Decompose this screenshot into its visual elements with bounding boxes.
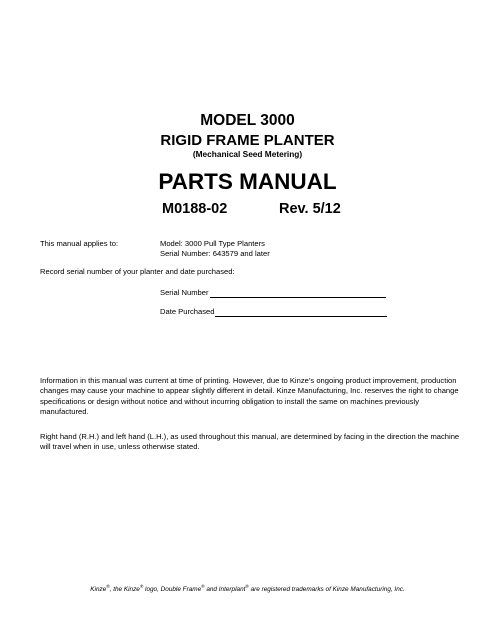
applies-model: Model: 3000 Pull Type Planters bbox=[160, 239, 265, 248]
date-purchased-blank-line bbox=[215, 308, 387, 317]
footer-kinze: Kinze bbox=[90, 586, 107, 593]
metering-subheading: (Mechanical Seed Metering) bbox=[192, 149, 303, 159]
record-instruction: Record serial number of your planter and date purchased: bbox=[40, 267, 235, 276]
revision-label: Rev. 5/12 bbox=[279, 201, 341, 217]
orientation-paragraph: Right hand (R.H.) and left hand (L.H.), as used throughout this manual, are determined by facing in the direction the machine will travel when in use, unless otherwise stated. bbox=[40, 432, 460, 452]
registered-mark: ® bbox=[245, 583, 249, 589]
model-heading: MODEL 3000 bbox=[200, 112, 295, 129]
applies-serial: Serial Number: 643579 and later bbox=[160, 249, 270, 258]
footer-double-frame: logo, Double Frame bbox=[143, 586, 202, 593]
trademark-footer bbox=[0, 585, 495, 594]
serial-number-field bbox=[160, 288, 386, 298]
planter-type-heading: RIGID FRAME PLANTER bbox=[160, 132, 335, 149]
serial-number-label: Serial Number bbox=[160, 288, 209, 297]
registered-mark: ® bbox=[106, 583, 110, 589]
applies-to-label: This manual applies to: bbox=[40, 239, 119, 248]
manual-title: PARTS MANUAL bbox=[158, 169, 337, 194]
disclaimer-paragraph: Information in this manual was current at time of printing. However, due to Kinze’s ongoing product improvement, production changes may cause your machine to appear slightly different in detail. Kinze Manufacturing, Inc. reserves the right to change specifications or design without notice and without incurring obligation to install the same on machines previously manufactured. bbox=[40, 376, 459, 417]
footer-kinze-logo-prefix: , the Kinze bbox=[109, 586, 140, 593]
date-purchased-label: Date Purchased bbox=[160, 307, 215, 316]
footer-trademark-text: are registered trademarks of Kinze Manufacturing, Inc. bbox=[248, 586, 405, 593]
footer-interplant: and Interplant bbox=[204, 586, 246, 593]
registered-mark: ® bbox=[201, 583, 205, 589]
serial-number-blank-line bbox=[210, 289, 386, 298]
registered-mark: ® bbox=[139, 583, 144, 589]
date-purchased-field bbox=[160, 307, 387, 317]
document-number: M0188-02 bbox=[162, 201, 228, 217]
